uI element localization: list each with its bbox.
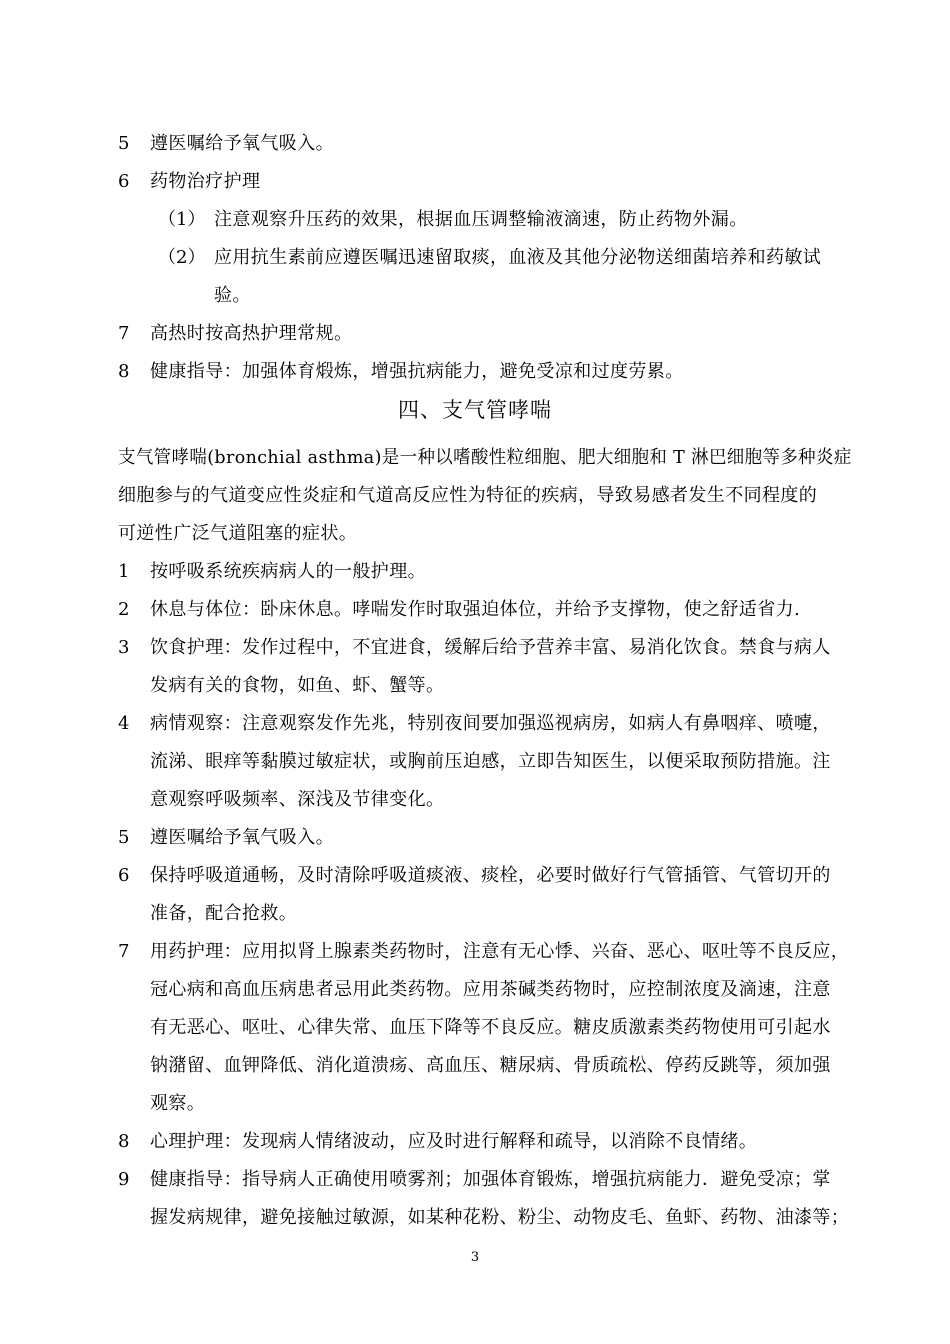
sub-list-item-text: 验。 — [214, 285, 251, 306]
list-item-text: 药物治疗护理 — [150, 171, 261, 192]
list-item-text: 健康指导：指导病人正确使用喷雾剂；加强体育锻炼，增强抗病能力．避免受凉；掌 — [150, 1169, 831, 1190]
list-number: 1 — [118, 561, 130, 582]
list-item-text: 心理护理：发现病人情绪波动，应及时进行解释和疏导，以消除不良情绪。 — [150, 1131, 758, 1152]
list-item-text: 按呼吸系统疾病病人的一般护理。 — [150, 561, 426, 582]
list-item-text: 遵医嘱给予氧气吸入。 — [150, 133, 334, 154]
intro-line: 可逆性广泛气道阻塞的症状。 — [118, 523, 358, 544]
list-item-text: 冠心病和高血压病患者忌用此类药物。应用茶碱类药物时，应控制浓度及滴速，注意 — [150, 979, 831, 1000]
list-item-text: 保持呼吸道通畅，及时清除呼吸道痰液、痰栓，必要时做好行气管插管、气管切开的 — [150, 865, 831, 886]
sub-list-number: （2） — [158, 247, 206, 268]
list-item-text: 流涕、眼痒等黏膜过敏症状，或胸前压迫感，立即告知医生，以便采取预防措施。注 — [150, 751, 831, 772]
list-item-text: 病情观察：注意观察发作先兆，特别夜间要加强巡视病房，如病人有鼻咽痒、喷嚏， — [150, 713, 831, 734]
list-number: 6 — [118, 171, 130, 192]
list-item-text: 意观察呼吸频率、深浅及节律变化。 — [150, 789, 445, 810]
list-number: 8 — [118, 1131, 130, 1152]
list-number: 8 — [118, 361, 130, 382]
list-item-text: 休息与体位：卧床休息。哮喘发作时取强迫体位，并给予支撑物，使之舒适省力. — [150, 599, 801, 620]
section-heading: 四、支气管哮喘 — [398, 398, 552, 422]
list-item-text: 钠潴留、血钾降低、消化道溃疡、高血压、糖尿病、骨质疏松、停药反跳等，须加强 — [150, 1055, 831, 1076]
list-number: 3 — [118, 637, 130, 658]
sub-list-number: （1） — [158, 209, 206, 230]
list-number: 6 — [118, 865, 130, 886]
list-item-text: 健康指导：加强体育煅炼，增强抗病能力，避免受凉和过度劳累。 — [150, 361, 684, 382]
sub-list-item-text: 注意观察升压药的效果，根据血压调整输液滴速，防止药物外漏。 — [214, 209, 748, 230]
list-number: 5 — [118, 133, 130, 154]
list-item-text: 发病有关的食物，如鱼、虾、蟹等。 — [150, 675, 445, 696]
sub-list-item-text: 应用抗生素前应遵医嘱迅速留取痰，血液及其他分泌物送细菌培养和药敏试 — [214, 247, 822, 268]
list-item-text: 观察。 — [150, 1093, 206, 1114]
list-item-text: 用药护理：应用拟肾上腺素类药物时，注意有无心悸、兴奋、恶心、呕吐等不良反应， — [150, 941, 850, 962]
list-number: 9 — [118, 1169, 130, 1190]
list-number: 5 — [118, 827, 130, 848]
list-number: 7 — [118, 941, 130, 962]
list-number: 2 — [118, 599, 130, 620]
list-item-text: 饮食护理：发作过程中，不宜进食，缓解后给予营养丰富、易消化饮食。禁食与病人 — [150, 637, 831, 658]
list-number: 7 — [118, 323, 130, 344]
intro-line: 细胞参与的气道变应性炎症和气道高反应性为特征的疾病，导致易感者发生不同程度的 — [118, 485, 818, 506]
list-number: 4 — [118, 713, 130, 734]
list-item-text: 高热时按高热护理常规。 — [150, 323, 353, 344]
list-item-text: 遵医嘱给予氧气吸入。 — [150, 827, 334, 848]
list-item-text: 有无恶心、呕吐、心律失常、血压下降等不良反应。糖皮质激素类药物使用可引起水 — [150, 1017, 831, 1038]
page-number: 3 — [470, 1250, 480, 1265]
intro-line: 支气管哮喘(bronchial asthma)是一种以嗜酸性粒细胞、肥大细胞和 T 淋巴细胞等多种炎症 — [118, 447, 852, 468]
list-item-text: 握发病规律，避免接触过敏源，如某种花粉、粉尘、动物皮毛、鱼虾、药物、油漆等； — [150, 1207, 850, 1228]
list-item-text: 准备，配合抢救。 — [150, 903, 298, 924]
